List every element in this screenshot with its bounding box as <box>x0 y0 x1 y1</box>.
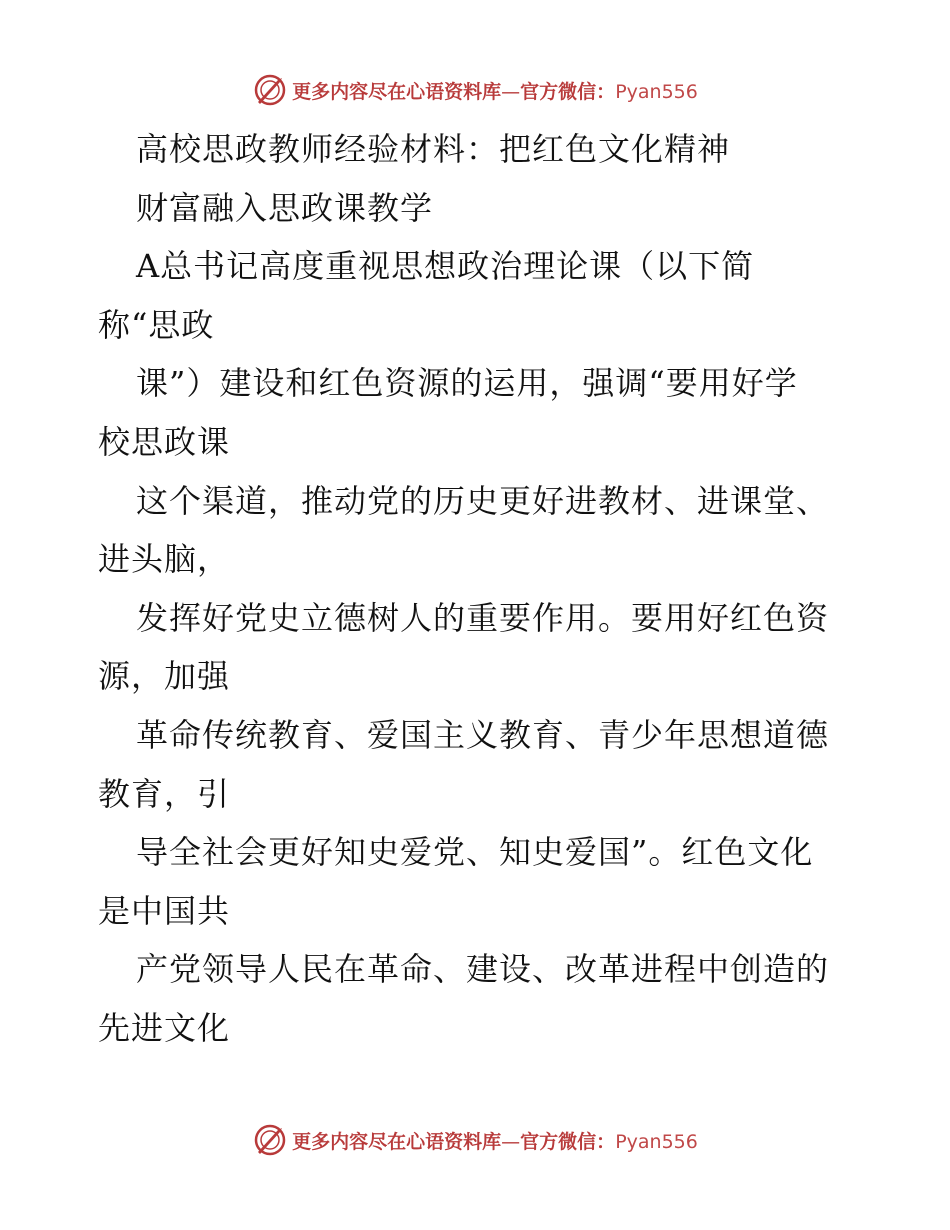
footer-watermark <box>0 1122 950 1158</box>
banner-separator: — <box>501 1130 521 1153</box>
text-line: 课”）建设和红色资源的运用，强调“要用好学 <box>136 364 798 403</box>
text-line: A总书记高度重视思想政治理论课（以下简 <box>136 247 755 286</box>
text-line: 源，加强 <box>98 657 231 696</box>
banner-separator: — <box>501 80 521 103</box>
text-line: 先进文化 <box>98 1008 231 1047</box>
text-line: 校思政课 <box>98 422 231 461</box>
text-line: 产党领导人民在革命、建设、改革进程中创造的 <box>136 950 830 989</box>
document-body <box>98 120 858 1058</box>
banner-title: 更多内容尽在心语资料库 <box>292 1130 502 1153</box>
text-line: 导全社会更好知史爱党、知史爱国”。红色文化 <box>136 833 814 872</box>
quill-seal-icon <box>252 1122 288 1158</box>
banner-wechat-label: 官方微信： <box>520 1130 616 1153</box>
text-line: 教育，引 <box>98 774 231 813</box>
quill-seal-icon <box>252 72 288 108</box>
text-line: 革命传统教育、爱国主义教育、青少年思想道德 <box>136 715 830 754</box>
title-line-1: 高校思政教师经验材料：把红色文化精神 <box>136 130 731 168</box>
banner-wechat-id: Pyan556 <box>615 1130 698 1153</box>
banner-wechat-id: Pyan556 <box>615 80 698 103</box>
text-line: 是中国共 <box>98 891 231 930</box>
text-line: 这个渠道，推动党的历史更好进教材、进课堂、 <box>136 481 830 520</box>
banner-title: 更多内容尽在心语资料库 <box>292 80 502 103</box>
banner-wechat-label: 官方微信： <box>520 80 616 103</box>
title-line-2: 财富融入思政课教学 <box>136 188 434 227</box>
text-line: 发挥好党史立德树人的重要作用。要用好红色资 <box>136 598 830 637</box>
header-watermark <box>0 72 950 108</box>
text-line: 进头脑， <box>98 540 231 579</box>
text-line: 称“思政 <box>98 305 215 344</box>
